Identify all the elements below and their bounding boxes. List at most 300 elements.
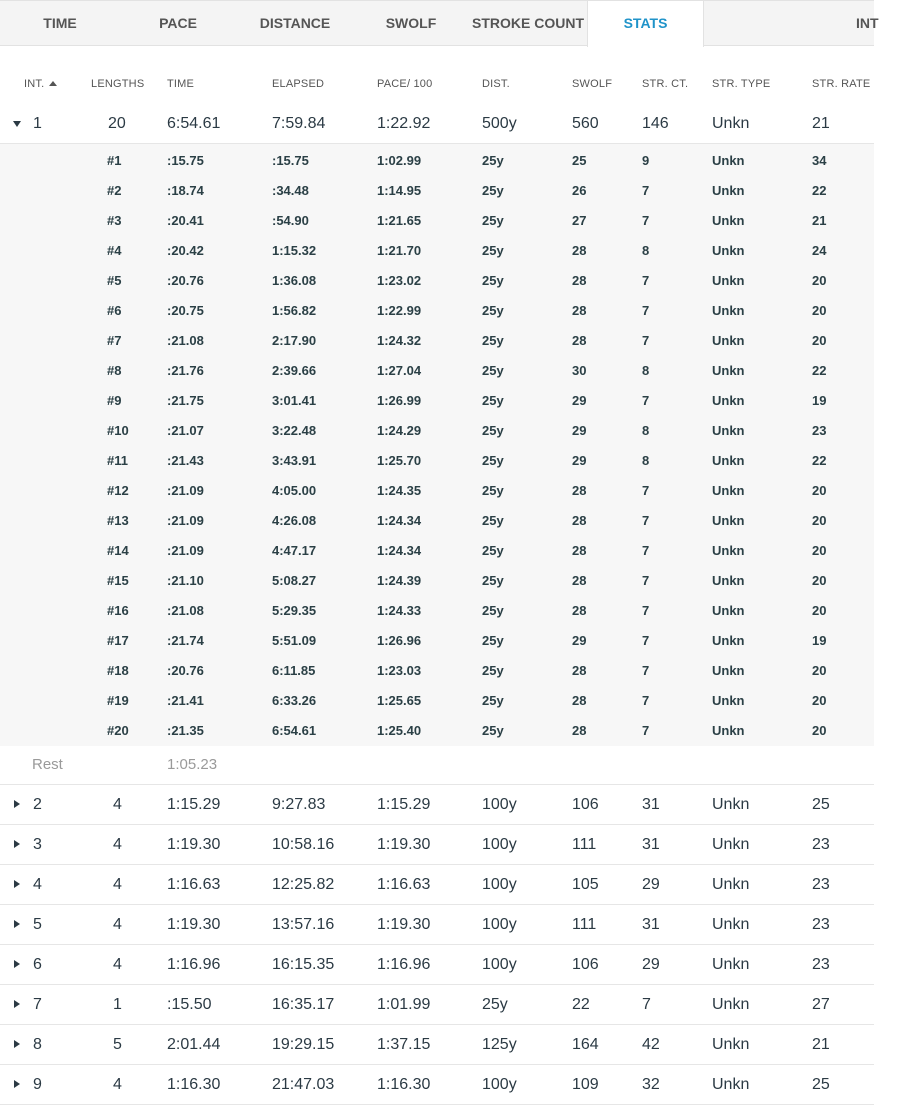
time-cell: :20.76 [167,273,204,288]
tab-stroke-count[interactable]: STROKE COUNT [472,15,584,31]
int-cell: 6 [33,956,42,973]
interval-row[interactable] [0,1065,874,1105]
rest-label: Rest [32,756,63,773]
length-num-cell: #10 [107,423,129,438]
time-cell: :21.35 [167,723,204,738]
pace-cell: 1:21.65 [377,213,422,228]
str-type-cell: Unkn [712,213,745,228]
elapsed-cell: 2:39.66 [272,363,317,378]
dist-cell: 100y [482,916,517,933]
time-cell: 1:16.30 [167,1076,221,1093]
lengths-cell: 20 [108,115,126,132]
col-time[interactable]: TIME [167,78,195,90]
col-str-rate[interactable]: STR. RATE [812,78,871,90]
length-row [0,175,874,205]
str-type-cell: Unkn [712,663,745,678]
elapsed-cell: 3:01.41 [272,393,317,408]
int-cell: 1 [33,115,42,132]
pace-cell: 1:02.99 [377,153,422,168]
lengths-cell: 5 [113,1036,122,1053]
time-cell: :21.10 [167,573,204,588]
time-cell: :21.08 [167,603,204,618]
dist-cell: 25y [482,243,504,258]
swolf-cell: 28 [572,693,587,708]
elapsed-cell: 21:47.03 [272,1076,335,1093]
elapsed-cell: 16:35.17 [272,996,335,1013]
time-cell: :21.41 [167,693,204,708]
dist-cell: 100y [482,956,517,973]
elapsed-cell: 16:15.35 [272,956,335,973]
length-row [0,505,874,535]
swolf-cell: 560 [572,115,599,132]
str-ct-cell: 8 [642,363,650,378]
dist-cell: 25y [482,183,504,198]
length-num-cell: #2 [107,183,122,198]
length-num-cell: #13 [107,513,129,528]
time-cell: :21.43 [167,453,204,468]
swolf-cell: 111 [572,836,597,853]
pace-cell: 1:24.33 [377,603,422,618]
str-type-cell: Unkn [712,423,745,438]
pace-cell: 1:23.02 [377,273,422,288]
str-ct-cell: 42 [642,1036,660,1053]
str-ct-cell: 7 [642,543,650,558]
collapse-icon[interactable] [13,121,21,127]
pace-cell: 1:19.30 [377,916,431,933]
length-row [0,535,874,565]
length-num-cell: #6 [107,303,122,318]
sort-ascending-icon [49,81,57,86]
length-row [0,715,874,745]
dist-cell: 25y [482,363,504,378]
dist-cell: 25y [482,453,504,468]
str-rate-cell: 20 [812,273,827,288]
str-rate-cell: 22 [812,363,827,378]
str-ct-cell: 7 [642,273,650,288]
str-ct-cell: 9 [642,153,650,168]
str-rate-cell: 23 [812,916,830,933]
elapsed-cell: 3:22.48 [272,423,317,438]
interval-row[interactable] [0,945,874,985]
swolf-cell: 28 [572,723,587,738]
length-row [0,445,874,475]
str-ct-cell: 29 [642,876,660,893]
length-row [0,685,874,715]
str-ct-cell: 7 [642,303,650,318]
tab-pace[interactable]: PACE [159,15,197,31]
str-ct-cell: 7 [642,333,650,348]
expand-icon[interactable] [14,920,20,928]
length-num-cell: #1 [107,153,122,168]
pace-cell: 1:22.92 [377,115,431,132]
interval-row[interactable] [0,865,874,905]
str-rate-cell: 25 [812,796,830,813]
str-rate-cell: 21 [812,115,830,132]
length-row [0,145,874,175]
time-cell: :15.75 [167,153,204,168]
tab-intervals[interactable]: INT [856,15,879,31]
tab-time[interactable]: TIME [43,15,77,31]
str-rate-cell: 23 [812,956,830,973]
dist-cell: 500y [482,115,517,132]
length-row [0,235,874,265]
str-rate-cell: 21 [812,1036,830,1053]
time-cell: :20.41 [167,213,204,228]
str-rate-cell: 19 [812,393,827,408]
interval-row[interactable] [0,905,874,945]
str-type-cell: Unkn [712,393,745,408]
str-rate-cell: 20 [812,603,827,618]
length-num-cell: #14 [107,543,129,558]
swolf-cell: 164 [572,1036,599,1053]
col-dist[interactable]: DIST. [482,78,510,90]
str-type-cell: Unkn [712,183,745,198]
str-rate-cell: 34 [812,153,827,168]
length-num-cell: #15 [107,573,129,588]
elapsed-cell: 10:58.16 [272,836,335,853]
dist-cell: 25y [482,633,504,648]
col-int[interactable] [24,78,57,90]
interval-row[interactable] [0,1025,874,1065]
dist-cell: 25y [482,543,504,558]
elapsed-cell: 9:27.83 [272,796,326,813]
swolf-cell: 28 [572,573,587,588]
length-row [0,265,874,295]
str-type-cell: Unkn [712,363,745,378]
str-type-cell: Unkn [712,513,745,528]
pace-cell: 1:24.39 [377,573,422,588]
swolf-cell: 22 [572,996,590,1013]
str-ct-cell: 7 [642,996,651,1013]
str-ct-cell: 7 [642,213,650,228]
tab-swolf[interactable]: SWOLF [385,15,437,31]
swolf-cell: 28 [572,243,587,258]
expand-icon[interactable] [14,1000,20,1008]
pace-cell: 1:26.96 [377,633,422,648]
pace-cell: 1:24.29 [377,423,422,438]
swolf-cell: 28 [572,663,587,678]
interval-row[interactable] [0,104,874,144]
dist-cell: 100y [482,796,517,813]
swolf-cell: 106 [572,956,599,973]
time-cell: :15.50 [167,996,212,1013]
pace-cell: 1:27.04 [377,363,422,378]
lengths-cell: 1 [113,996,122,1013]
str-ct-cell: 7 [642,483,650,498]
dist-cell: 25y [482,663,504,678]
str-rate-cell: 20 [812,483,827,498]
length-row [0,385,874,415]
str-type-cell: Unkn [712,796,750,813]
time-cell: :21.08 [167,333,204,348]
pace-cell: 1:25.40 [377,723,422,738]
length-num-cell: #8 [107,363,122,378]
dist-cell: 25y [482,723,504,738]
elapsed-cell: 6:33.26 [272,693,317,708]
elapsed-cell: 1:36.08 [272,273,317,288]
str-rate-cell: 24 [812,243,827,258]
str-type-cell: Unkn [712,1076,750,1093]
time-cell: :21.74 [167,633,204,648]
str-type-cell: Unkn [712,303,745,318]
str-ct-cell: 7 [642,573,650,588]
elapsed-cell: :54.90 [272,213,309,228]
pace-cell: 1:24.34 [377,513,422,528]
dist-cell: 25y [482,693,504,708]
pace-cell: 1:24.34 [377,543,422,558]
expand-icon[interactable] [14,800,20,808]
elapsed-cell: 3:43.91 [272,453,317,468]
time-cell: :20.42 [167,243,204,258]
dist-cell: 25y [482,513,504,528]
tab-distance[interactable]: DISTANCE [259,15,331,31]
elapsed-cell: 5:51.09 [272,633,317,648]
int-cell: 7 [33,996,42,1013]
str-type-cell: Unkn [712,956,750,973]
dist-cell: 25y [482,153,504,168]
pace-cell: 1:14.95 [377,183,422,198]
str-rate-cell: 23 [812,836,830,853]
lengths-cell: 4 [113,956,122,973]
lengths-cell: 4 [113,1076,122,1093]
length-row [0,595,874,625]
str-type-cell: Unkn [712,273,745,288]
str-ct-cell: 7 [642,513,650,528]
lengths-cell: 4 [113,796,122,813]
dist-cell: 25y [482,333,504,348]
pace-cell: 1:24.32 [377,333,422,348]
pace-cell: 1:25.70 [377,453,422,468]
pace-cell: 1:01.99 [377,996,431,1013]
swolf-cell: 30 [572,363,587,378]
interval-row[interactable] [0,825,874,865]
str-rate-cell: 20 [812,663,827,678]
dist-cell: 25y [482,603,504,618]
length-num-cell: #19 [107,693,129,708]
str-type-cell: Unkn [712,693,745,708]
str-rate-cell: 19 [812,633,827,648]
pace-cell: 1:23.03 [377,663,422,678]
time-cell: :21.09 [167,483,204,498]
str-rate-cell: 20 [812,303,827,318]
time-cell: 6:54.61 [167,115,221,132]
pace-cell: 1:24.35 [377,483,422,498]
pace-cell: 1:19.30 [377,836,431,853]
str-type-cell: Unkn [712,836,750,853]
length-num-cell: #5 [107,273,122,288]
str-rate-cell: 20 [812,573,827,588]
str-type-cell: Unkn [712,573,745,588]
str-rate-cell: 23 [812,423,827,438]
time-cell: 1:16.96 [167,956,221,973]
elapsed-cell: :15.75 [272,153,309,168]
elapsed-cell: 13:57.16 [272,916,335,933]
swolf-cell: 29 [572,393,587,408]
str-rate-cell: 20 [812,693,827,708]
table-header [0,70,874,100]
str-type-cell: Unkn [712,633,745,648]
time-cell: :20.75 [167,303,204,318]
str-rate-cell: 20 [812,543,827,558]
swolf-cell: 29 [572,633,587,648]
lengths-cell: 4 [113,876,122,893]
time-cell: 1:19.30 [167,916,221,933]
swolf-cell: 106 [572,796,599,813]
str-ct-cell: 8 [642,453,650,468]
swolf-cell: 28 [572,513,587,528]
expand-icon[interactable] [14,840,20,848]
swolf-cell: 29 [572,453,587,468]
str-rate-cell: 21 [812,213,827,228]
str-rate-cell: 27 [812,996,830,1013]
length-num-cell: #4 [107,243,122,258]
time-cell: :21.75 [167,393,204,408]
interval-row[interactable] [0,785,874,825]
time-cell: :21.09 [167,513,204,528]
time-cell: :20.76 [167,663,204,678]
expand-icon[interactable] [14,880,20,888]
elapsed-cell: 5:29.35 [272,603,317,618]
lengths-cell: 4 [113,836,122,853]
expand-icon[interactable] [14,1040,20,1048]
length-num-cell: #17 [107,633,129,648]
pace-cell: 1:21.70 [377,243,422,258]
swolf-cell: 28 [572,483,587,498]
expand-icon[interactable] [14,1080,20,1088]
dist-cell: 25y [482,303,504,318]
length-row [0,475,874,505]
elapsed-cell: :34.48 [272,183,309,198]
str-ct-cell: 7 [642,663,650,678]
length-row [0,415,874,445]
str-type-cell: Unkn [712,243,745,258]
dist-cell: 25y [482,273,504,288]
int-cell: 5 [33,916,42,933]
str-ct-cell: 7 [642,723,650,738]
rest-row [0,745,874,785]
str-rate-cell: 22 [812,453,827,468]
dist-cell: 25y [482,996,508,1013]
str-ct-cell: 7 [642,393,650,408]
str-ct-cell: 7 [642,603,650,618]
str-type-cell: Unkn [712,115,750,132]
length-num-cell: #9 [107,393,122,408]
interval-row[interactable] [0,985,874,1025]
dist-cell: 25y [482,483,504,498]
int-cell: 8 [33,1036,42,1053]
swolf-cell: 28 [572,603,587,618]
str-rate-cell: 23 [812,876,830,893]
dist-cell: 25y [482,393,504,408]
tab-stats[interactable]: STATS [587,1,704,47]
str-rate-cell: 20 [812,513,827,528]
col-elapsed[interactable]: ELAPSED [272,78,325,90]
swolf-cell: 111 [572,916,597,933]
elapsed-cell: 5:08.27 [272,573,317,588]
expand-icon[interactable] [14,960,20,968]
swolf-cell: 27 [572,213,587,228]
dist-cell: 100y [482,876,517,893]
col-pace[interactable]: PACE/ 100 [377,78,433,90]
swolf-cell: 105 [572,876,599,893]
time-cell: 1:19.30 [167,836,221,853]
col-str-ct[interactable]: STR. CT. [642,78,689,90]
length-num-cell: #11 [107,453,128,468]
str-rate-cell: 20 [812,723,827,738]
length-row [0,325,874,355]
swolf-cell: 28 [572,543,587,558]
time-cell: :21.76 [167,363,204,378]
swolf-cell: 25 [572,153,587,168]
pace-cell: 1:16.96 [377,956,431,973]
col-lengths[interactable]: LENGTHS [91,78,145,90]
time-cell: 1:15.29 [167,796,221,813]
chart-tabs [0,0,879,46]
time-cell: 2:01.44 [167,1036,221,1053]
elapsed-cell: 6:11.85 [272,663,316,678]
str-type-cell: Unkn [712,333,745,348]
rest-time: 1:05.23 [167,756,218,773]
swolf-cell: 28 [572,303,587,318]
length-row [0,625,874,655]
time-cell: :18.74 [167,183,204,198]
dist-cell: 25y [482,213,504,228]
col-str-type[interactable]: STR. TYPE [712,78,771,90]
str-type-cell: Unkn [712,543,745,558]
elapsed-cell: 7:59.84 [272,115,326,132]
elapsed-cell: 19:29.15 [272,1036,335,1053]
pace-cell: 1:16.63 [377,876,431,893]
length-num-cell: #16 [107,603,129,618]
length-num-cell: #18 [107,663,129,678]
swolf-cell: 26 [572,183,587,198]
str-type-cell: Unkn [712,996,750,1013]
str-type-cell: Unkn [712,453,745,468]
pace-cell: 1:25.65 [377,693,422,708]
pace-cell: 1:26.99 [377,393,422,408]
time-cell: :21.09 [167,543,204,558]
dist-cell: 100y [482,836,517,853]
str-ct-cell: 29 [642,956,660,973]
swolf-cell: 29 [572,423,587,438]
int-cell: 3 [33,836,42,853]
str-ct-cell: 7 [642,693,650,708]
pace-cell: 1:22.99 [377,303,422,318]
length-row [0,205,874,235]
str-type-cell: Unkn [712,603,745,618]
length-num-cell: #3 [107,213,122,228]
elapsed-cell: 1:15.32 [272,243,317,258]
col-int-label: INT. [24,78,45,90]
str-type-cell: Unkn [712,483,745,498]
dist-cell: 125y [482,1036,517,1053]
str-type-cell: Unkn [712,876,750,893]
str-ct-cell: 8 [642,423,650,438]
length-num-cell: #12 [107,483,129,498]
pace-cell: 1:16.30 [377,1076,431,1093]
dist-cell: 100y [482,1076,517,1093]
str-rate-cell: 20 [812,333,827,348]
time-cell: :21.07 [167,423,204,438]
length-num-cell: #7 [107,333,122,348]
length-num-cell: #20 [107,723,129,738]
str-type-cell: Unkn [712,723,745,738]
col-swolf[interactable]: SWOLF [572,78,613,90]
elapsed-cell: 2:17.90 [272,333,317,348]
str-ct-cell: 31 [642,916,660,933]
elapsed-cell: 4:26.08 [272,513,317,528]
length-row [0,565,874,595]
